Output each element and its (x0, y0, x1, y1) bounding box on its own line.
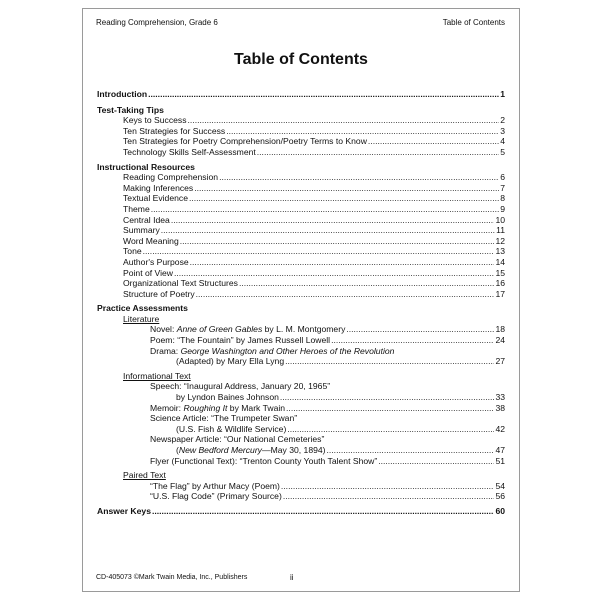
dot-leader (190, 257, 495, 268)
toc-entry (97, 136, 505, 147)
toc-entry-newspaper-line1: Newspaper Article: “Our National Cemeteries” (150, 434, 325, 445)
toc-page-number: 56 (495, 491, 505, 502)
dot-leader (327, 445, 495, 456)
toc-entry-speech-line2 (97, 392, 505, 403)
toc-entry (97, 183, 505, 194)
running-header-left: Reading Comprehension, Grade 6 (96, 18, 218, 27)
toc-entry-introduction (97, 89, 505, 100)
dot-leader (285, 356, 494, 367)
dot-leader (257, 147, 499, 158)
dot-leader (151, 204, 499, 215)
toc-entry-label: Introduction (97, 89, 148, 99)
toc-entry-label: Making Inferences (123, 182, 194, 193)
toc-entry-label: Author's Purpose (123, 256, 189, 267)
toc-page-number: 18 (495, 324, 505, 335)
section-heading-test-taking: Test-Taking Tips (97, 104, 164, 115)
toc-page-number: 16 (495, 278, 505, 289)
dot-leader (171, 215, 495, 226)
toc-entry (97, 289, 505, 300)
footer-page-number: ii (290, 573, 294, 582)
toc-page-number: 6 (500, 172, 505, 183)
toc-entry-label: Theme (123, 203, 150, 214)
toc-entry-label: Point of View (123, 267, 174, 278)
toc-entry-label: “U.S. Flag Code” (Primary Source) (150, 491, 282, 502)
dot-leader (287, 424, 494, 435)
toc-entry (97, 257, 505, 268)
toc-page-number: 12 (495, 235, 505, 246)
toc-entry-label: Novel: Anne of Green Gables by L. M. Montgomery (150, 324, 346, 335)
document-page (82, 8, 520, 592)
dot-leader (331, 335, 494, 346)
section-heading-instructional: Instructional Resources (97, 161, 195, 172)
subsection-heading-literature: Literature (123, 313, 160, 324)
toc-entry (97, 268, 505, 279)
instructional-list (97, 172, 505, 299)
dot-leader (280, 392, 495, 403)
toc-entry (97, 225, 505, 236)
dot-leader (148, 89, 499, 100)
section-heading-practice: Practice Assessments (97, 303, 188, 314)
toc-entry (97, 147, 505, 158)
dot-leader (143, 246, 495, 257)
toc-page-number: 42 (495, 423, 505, 434)
toc-entry (97, 204, 505, 215)
toc-entry-science-line1: Science Article: “The Trumpeter Swan” (150, 413, 298, 424)
running-header-right: Table of Contents (442, 18, 505, 27)
toc-page-number: 2 (500, 115, 505, 126)
toc-entry-label: Central Idea (123, 214, 170, 225)
toc-entry-newspaper-line2 (97, 445, 505, 456)
toc-page-number: 17 (495, 288, 505, 299)
toc-page-number: 5 (500, 146, 505, 157)
toc-page-number: 27 (495, 356, 505, 367)
toc-entry-label: Reading Comprehension (123, 172, 219, 183)
toc-entry-label: Ten Strategies for Success (123, 125, 226, 136)
toc-entry-label: Answer Keys (97, 505, 151, 516)
toc-page-number: 4 (500, 136, 505, 147)
toc-entry-label: Summary (123, 225, 160, 236)
toc-entry-label: Structure of Poetry (123, 288, 195, 299)
subsection-heading-informational: Informational Text (123, 370, 191, 381)
dot-leader (189, 193, 499, 204)
table-of-contents (97, 89, 505, 517)
footer-publisher: CD-405073 ©Mark Twain Media, Inc., Publishers (96, 574, 248, 581)
toc-page-number: 9 (500, 203, 505, 214)
dot-leader (346, 324, 494, 335)
toc-entry-poem (97, 335, 505, 346)
toc-entry-label: Textual Evidence (123, 193, 188, 204)
dot-leader (180, 236, 495, 247)
toc-entry (97, 236, 505, 247)
toc-page-number: 10 (495, 214, 505, 225)
toc-entry (97, 278, 505, 289)
toc-entry (97, 172, 505, 183)
toc-entry-label: Ten Strategies for Poetry Comprehension/Poetry Terms to Know (123, 136, 367, 147)
toc-entry (97, 115, 505, 126)
toc-entry (97, 246, 505, 257)
dot-leader (281, 481, 495, 492)
dot-leader (152, 506, 494, 517)
toc-entry-label: (Adapted) by Mary Ella Lyng (176, 356, 285, 367)
toc-entry-flyer (97, 456, 505, 467)
toc-entry-label: Tone (123, 246, 142, 257)
toc-entry (97, 193, 505, 204)
toc-entry-label: Word Meaning (123, 235, 179, 246)
dot-leader (283, 491, 495, 502)
dot-leader (194, 183, 499, 194)
dot-leader (188, 115, 500, 126)
toc-page-number: 13 (495, 246, 505, 257)
toc-entry-speech-line1: Speech: “Inaugural Address, January 20, 1965” (150, 381, 331, 392)
toc-page-number: 11 (496, 225, 505, 236)
toc-entry (97, 126, 505, 137)
toc-entry-novel (97, 324, 505, 335)
toc-entry-label: (U.S. Fish & Wildlife Service) (176, 423, 287, 434)
subsection-heading-paired: Paired Text (123, 470, 166, 481)
toc-entry-drama-line1: Drama: George Washington and Other Heroes of the Revolution (150, 345, 395, 356)
toc-page-number: 33 (495, 392, 505, 403)
page-title: Table of Contents (234, 51, 368, 68)
toc-entry (97, 491, 505, 502)
dot-leader (239, 278, 494, 289)
toc-entry-label: (New Bedford Mercury—May 30, 1894) (176, 445, 326, 455)
toc-entry-label: Poem: “The Fountain” by James Russell Lowell (150, 335, 331, 346)
toc-page-number: 15 (495, 267, 505, 278)
toc-entry-memoir (97, 403, 505, 414)
toc-page-number: 51 (495, 455, 505, 466)
dot-leader (226, 126, 499, 137)
toc-page-number: 7 (500, 182, 505, 193)
toc-entry-answer-keys (97, 506, 505, 517)
dot-leader (174, 268, 494, 279)
toc-page-number: 24 (495, 335, 505, 346)
toc-entry-label: Flyer (Functional Text): “Trenton County Youth Talent Show” (150, 455, 378, 466)
toc-page-number: 38 (495, 402, 505, 413)
toc-entry (97, 481, 505, 492)
toc-page-number: 8 (500, 193, 505, 204)
dot-leader (219, 172, 499, 183)
toc-entry-label: Keys to Success (123, 115, 187, 126)
toc-entry-science-line2 (97, 424, 505, 435)
dot-leader (368, 136, 499, 147)
toc-entry (97, 215, 505, 226)
dot-leader (286, 403, 494, 414)
toc-entry-label: by Lyndon Baines Johnson (176, 392, 279, 403)
toc-page-number: 1 (500, 89, 505, 99)
toc-entry-label: Organizational Text Structures (123, 278, 238, 289)
toc-page-number: 60 (495, 505, 505, 516)
toc-page-number: 14 (495, 256, 505, 267)
dot-leader (161, 225, 495, 236)
toc-page-number: 3 (500, 125, 505, 136)
toc-entry-label: Technology Skills Self-Assessment (123, 146, 256, 157)
toc-page-number: 47 (495, 445, 505, 455)
dot-leader (196, 289, 495, 300)
toc-page-number: 54 (495, 480, 505, 491)
dot-leader (378, 456, 494, 467)
toc-entry-label: “The Flag” by Arthur Macy (Poem) (150, 480, 280, 491)
toc-entry-label: Memoir: Roughing It by Mark Twain (150, 402, 286, 413)
toc-entry-drama-line2 (97, 356, 505, 367)
